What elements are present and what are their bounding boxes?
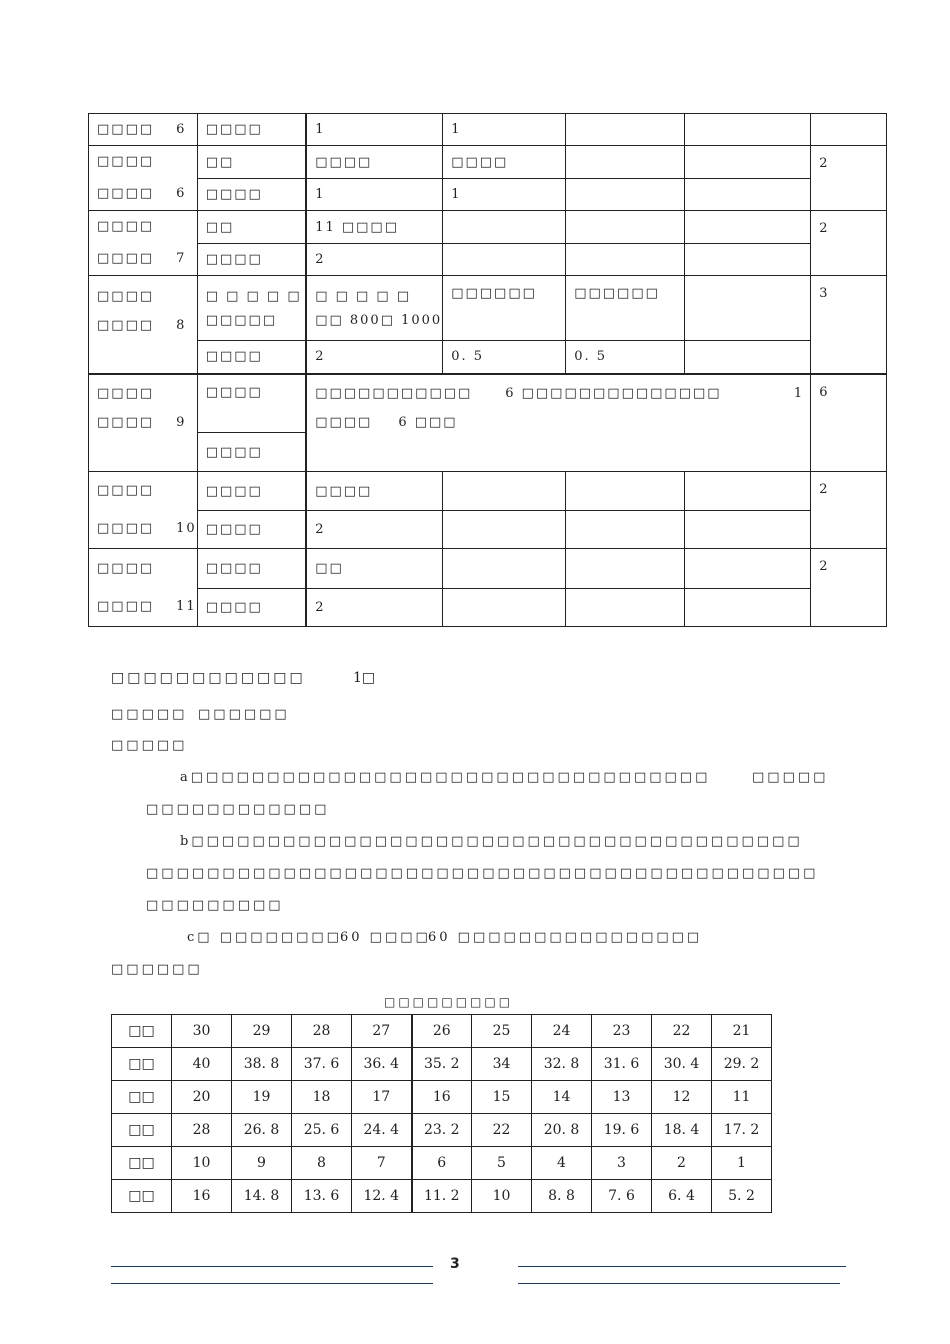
- table-cell: 29. 2: [712, 1048, 772, 1081]
- score-cell: [811, 114, 887, 146]
- cell: □□□□□□: [566, 276, 685, 341]
- cell: [685, 511, 811, 549]
- cell: 2: [306, 511, 443, 549]
- row-field: □□□□: [197, 114, 306, 146]
- cell: [685, 341, 811, 374]
- cell: [443, 511, 566, 549]
- row-label: □□□□ □□□□ 11: [89, 549, 198, 627]
- row-label: □□□□ □□□□ 8: [89, 276, 198, 374]
- score-cell: 2: [811, 549, 887, 627]
- score-cell: 2: [811, 146, 887, 211]
- cell: [566, 549, 685, 589]
- table-cell: 21: [712, 1015, 772, 1048]
- table-cell: 4: [532, 1147, 592, 1180]
- row-field: □□□□: [197, 374, 306, 433]
- cell: □□: [306, 549, 443, 589]
- table-cell: 23. 2: [412, 1114, 472, 1147]
- cell: □□□□: [306, 146, 443, 179]
- cell: [566, 146, 685, 179]
- cell: 2: [306, 589, 443, 627]
- row-header-cell: □□: [112, 1114, 172, 1147]
- list-item-a-cont: □□□□□□□□□□□□: [146, 802, 330, 817]
- list-item-a: a□□□□□□□□□□□□□□□□□□□□□□□□□□□□□□□□□□: [180, 770, 711, 785]
- footer-rule: [518, 1266, 846, 1267]
- table-cell: 18. 4: [652, 1114, 712, 1147]
- table-cell: 10: [172, 1147, 232, 1180]
- cell: [443, 211, 566, 244]
- cell: [685, 211, 811, 244]
- cell: [566, 472, 685, 511]
- table-cell: 28: [172, 1114, 232, 1147]
- section-heading-number: 1□: [353, 670, 376, 686]
- table-cell: 16: [412, 1081, 472, 1114]
- table-cell: 28: [292, 1015, 352, 1048]
- cell: [443, 549, 566, 589]
- table-cell: 3: [592, 1147, 652, 1180]
- table-cell: 7. 6: [592, 1180, 652, 1213]
- cell: [566, 211, 685, 244]
- table-cell: 14: [532, 1081, 592, 1114]
- cell: [685, 179, 811, 211]
- footer-rule: [111, 1266, 433, 1267]
- table-cell: 35. 2: [412, 1048, 472, 1081]
- table-cell: 22: [652, 1015, 712, 1048]
- table-cell: 13: [592, 1081, 652, 1114]
- cell: 1: [306, 179, 443, 211]
- cell: [443, 589, 566, 627]
- table-cell: 8. 8: [532, 1180, 592, 1213]
- scoring-table: [88, 113, 887, 627]
- cell: [685, 276, 811, 341]
- score-cell: 2: [811, 211, 887, 276]
- row-field: □□□□: [197, 341, 306, 374]
- row-field: □□□□: [197, 589, 306, 627]
- table-cell: 15: [472, 1081, 532, 1114]
- cell: 2: [306, 244, 443, 276]
- row-field: □□□□: [197, 244, 306, 276]
- table-row: [112, 1015, 772, 1048]
- row-label: □□□□ □□□□ 10: [89, 472, 198, 549]
- table-cell: 24. 4: [352, 1114, 412, 1147]
- table-cell: 25. 6: [292, 1114, 352, 1147]
- row-label: □□□□ 6: [89, 114, 198, 146]
- table-cell: 27: [352, 1015, 412, 1048]
- cell: 1: [443, 179, 566, 211]
- cell: [566, 589, 685, 627]
- row-label: □□□□ □□□□ 7: [89, 211, 198, 276]
- cell: [443, 244, 566, 276]
- score-cell: 3: [811, 276, 887, 374]
- page-number: 3: [450, 1256, 460, 1272]
- table-cell: 22: [472, 1114, 532, 1147]
- row-header-cell: □□: [112, 1015, 172, 1048]
- table-cell: 31. 6: [592, 1048, 652, 1081]
- row-field: □□□□: [197, 472, 306, 511]
- cell: □□□□: [443, 146, 566, 179]
- table-cell: 29: [232, 1015, 292, 1048]
- cell: 0. 5: [443, 341, 566, 374]
- list-item-a-tail: □□□□□: [752, 770, 829, 785]
- table-cell: 38. 8: [232, 1048, 292, 1081]
- table-cell: 30: [172, 1015, 232, 1048]
- list-item-b-cont: □□□□□□□□□□□□□□□□□□□□□□□□□□□□□□□□□□□□□□□□□□□□: [146, 866, 819, 881]
- table-cell: 13. 6: [292, 1180, 352, 1213]
- table-cell: 40: [172, 1048, 232, 1081]
- cell: 1: [306, 114, 443, 146]
- cell: [566, 114, 685, 146]
- table-cell: 19: [232, 1081, 292, 1114]
- paragraph-line: □□□□□: [111, 707, 188, 722]
- cell: 0. 5: [566, 341, 685, 374]
- conversion-table: [111, 1014, 772, 1213]
- cell: [685, 114, 811, 146]
- table-cell: 17. 2: [712, 1114, 772, 1147]
- row-label: □□□□ □□□□ 6: [89, 146, 198, 211]
- table-cell: 26: [412, 1015, 472, 1048]
- table-row: [112, 1114, 772, 1147]
- table-cell: 8: [292, 1147, 352, 1180]
- row-header-cell: □□: [112, 1081, 172, 1114]
- table-cell: 12. 4: [352, 1180, 412, 1213]
- table-cell: 6: [412, 1147, 472, 1180]
- table-row: [112, 1147, 772, 1180]
- table-cell: 26. 8: [232, 1114, 292, 1147]
- cell: [685, 146, 811, 179]
- table-cell: 23: [592, 1015, 652, 1048]
- cell: [566, 179, 685, 211]
- cell: 1: [443, 114, 566, 146]
- score-cell: 2: [811, 472, 887, 549]
- table-cell: 10: [472, 1180, 532, 1213]
- table-row: [112, 1180, 772, 1213]
- cell: 2: [306, 341, 443, 374]
- row-field: □□□□: [197, 179, 306, 211]
- list-item-c-part: 60 □□□□: [340, 930, 431, 945]
- table-cell: 11: [712, 1081, 772, 1114]
- table-cell: 14. 8: [232, 1180, 292, 1213]
- list-item-b: b□□□□□□□□□□□□□□□□□□□□□□□□□□□□□□□□□□□□□□□□: [180, 834, 803, 849]
- cell: [685, 549, 811, 589]
- row-field: □□□□: [197, 549, 306, 589]
- row-header-cell: □□: [112, 1147, 172, 1180]
- table-cell: 16: [172, 1180, 232, 1213]
- table-cell: 25: [472, 1015, 532, 1048]
- table-cell: 9: [232, 1147, 292, 1180]
- cell: [566, 511, 685, 549]
- table-cell: 7: [352, 1147, 412, 1180]
- table-row: [112, 1048, 772, 1081]
- cell: [685, 472, 811, 511]
- cell: [566, 244, 685, 276]
- row-header-cell: □□: [112, 1180, 172, 1213]
- footer-rule: [518, 1283, 840, 1284]
- table-cell: 20. 8: [532, 1114, 592, 1147]
- table-cell: 5. 2: [712, 1180, 772, 1213]
- list-item-c: c□ □□□□□□□□: [187, 930, 342, 945]
- cell: [685, 244, 811, 276]
- list-item-c-part: 60 □□□□□□□□□□□□□□□□: [428, 930, 703, 945]
- table-cell: 24: [532, 1015, 592, 1048]
- row-field: □□□□: [197, 433, 306, 472]
- paragraph-line: □□□□□□: [198, 707, 290, 722]
- table-cell: 37. 6: [292, 1048, 352, 1081]
- table-cell: 30. 4: [652, 1048, 712, 1081]
- table-cell: 20: [172, 1081, 232, 1114]
- list-item-b-cont2: □□□□□□□□□: [146, 898, 284, 913]
- table-cell: 5: [472, 1147, 532, 1180]
- table-cell: 2: [652, 1147, 712, 1180]
- cell: □□□□: [306, 472, 443, 511]
- table-row: [112, 1081, 772, 1114]
- paragraph-line: □□□□□□: [111, 962, 203, 977]
- section-heading: □□□□□□□□□□□□: [111, 670, 306, 686]
- cell: [685, 589, 811, 627]
- row-field: □□□□: [197, 511, 306, 549]
- table-cell: 6. 4: [652, 1180, 712, 1213]
- cell: [443, 472, 566, 511]
- row-header-cell: □□: [112, 1048, 172, 1081]
- row-field: □ □ □ □ □ □□□□□: [197, 276, 306, 341]
- table-cell: 12: [652, 1081, 712, 1114]
- row-field: □□: [197, 146, 306, 179]
- paragraph-line: □□□□□: [111, 738, 188, 753]
- table-cell: 18: [292, 1081, 352, 1114]
- table-cell: 34: [472, 1048, 532, 1081]
- row-label: □□□□ □□□□ 9: [89, 374, 198, 472]
- cell: 11 □□□□: [306, 211, 443, 244]
- table-cell: 11. 2: [412, 1180, 472, 1213]
- cell: □ □ □ □ □ □□ 800□ 1000: [306, 276, 443, 341]
- table-caption: □□□□□□□□□: [384, 995, 514, 1009]
- table-cell: 17: [352, 1081, 412, 1114]
- footer-rule: [111, 1283, 433, 1284]
- score-cell: 6: [811, 374, 887, 472]
- merged-text-cell: □□□□□□□□□□□ 6 □□□□□□□□□□□□□□ 1 □□□□ 6 □□□: [306, 374, 811, 472]
- table-cell: 1: [712, 1147, 772, 1180]
- row-field: □□: [197, 211, 306, 244]
- table-cell: 19. 6: [592, 1114, 652, 1147]
- table-cell: 36. 4: [352, 1048, 412, 1081]
- table-cell: 32. 8: [532, 1048, 592, 1081]
- cell: □□□□□□: [443, 276, 566, 341]
